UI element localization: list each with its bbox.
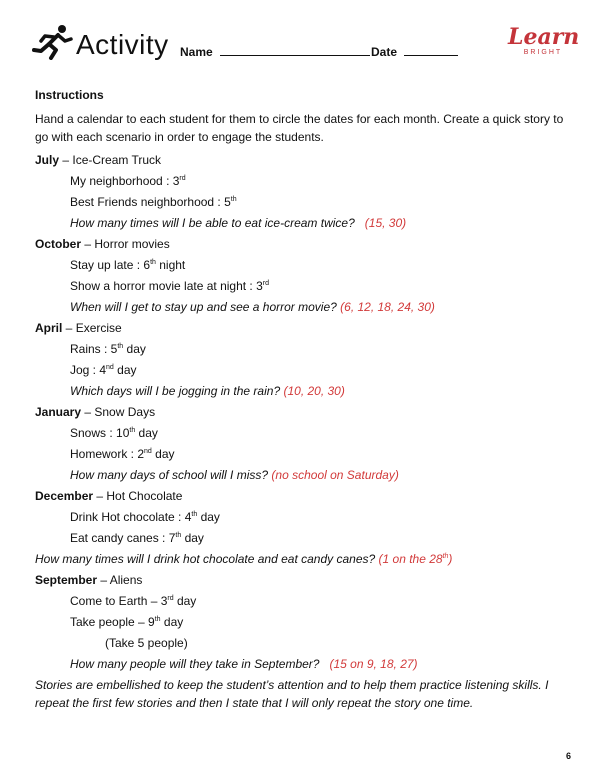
ordinal-suffix: th	[230, 196, 237, 203]
item-tail: night	[155, 258, 186, 272]
ordinal-suffix: rd	[167, 595, 174, 602]
ordinal-suffix: th	[442, 553, 449, 560]
answer-post: )	[448, 552, 453, 566]
answer-text	[379, 552, 453, 566]
section-header-december: December – Hot Chocolate	[35, 489, 183, 503]
question-text: How many times will I drink hot chocolate and eat candy canes?	[35, 552, 376, 566]
scenario-question	[35, 213, 575, 234]
section-header-september: September – Aliens	[35, 573, 143, 587]
month-label: April	[35, 321, 63, 335]
scenario-item	[35, 507, 575, 528]
scenario-item	[35, 276, 575, 297]
item-text: Drink Hot chocolate : 4	[70, 510, 192, 524]
ordinal-suffix: th	[175, 532, 182, 539]
scenario-item	[35, 528, 575, 549]
month-label: January	[35, 405, 82, 419]
answer-pre: (1 on the 28	[378, 552, 443, 566]
scenario-item	[35, 360, 575, 381]
topic-label: Horror movies	[94, 237, 170, 251]
date-label: Date	[371, 45, 398, 59]
item-text: Eat candy canes : 7	[70, 531, 176, 545]
item-text: Snows : 10	[70, 426, 130, 440]
question-text: How many people will they take in September?	[70, 657, 320, 671]
scenario-question	[35, 549, 575, 570]
scenario-question	[35, 465, 575, 486]
ordinal-suffix: th	[129, 427, 136, 434]
scenario-note: (Take 5 people)	[105, 636, 188, 650]
month-label: October	[35, 237, 82, 251]
closing-paragraph: Stories are embellished to keep the student’s attention and to help them practice listening skills. I repeat the first few stories and then I state that I will only repeat the story one time.	[35, 678, 549, 710]
topic-label: Hot Chocolate	[106, 489, 183, 503]
date-field	[371, 45, 458, 59]
instructions-heading: Instructions	[35, 88, 104, 102]
item-text: Come to Earth – 3	[70, 594, 168, 608]
scenario-item	[35, 423, 575, 444]
learn-bright-logo	[508, 26, 578, 66]
item-tail: day	[173, 594, 197, 608]
item-text: My neighborhood : 3	[70, 174, 180, 188]
section-header-july: July – Ice-Cream Truck	[35, 153, 162, 167]
month-label: September	[35, 573, 98, 587]
instructions-text: Hand a calendar to each student for them to circle the dates for each month. Create a quick story to go with each scenario in order to engage the students.	[35, 112, 564, 144]
item-text: Homework : 2	[70, 447, 145, 461]
item-tail: day	[160, 615, 184, 629]
question-text: How many times will I be able to eat ice-cream twice?	[70, 216, 355, 230]
answer-text: (15, 30)	[364, 216, 407, 230]
item-tail: day	[113, 363, 137, 377]
scenario-item	[35, 255, 575, 276]
item-tail: day	[123, 342, 146, 356]
item-text: Jog : 4	[70, 363, 107, 377]
section-header-april: April – Exercise	[35, 321, 122, 335]
ordinal-suffix: rd	[179, 175, 186, 182]
name-blank-line[interactable]	[220, 45, 370, 56]
item-text: Rains : 5	[70, 342, 118, 356]
section-header-october: October – Horror movies	[35, 237, 170, 251]
month-label: December	[35, 489, 94, 503]
item-text: Best Friends neighborhood : 5	[70, 195, 231, 209]
scenario-item	[35, 339, 575, 360]
scenario-item	[35, 192, 575, 213]
item-tail: day	[197, 510, 220, 524]
item-tail: day	[181, 531, 204, 545]
item-text: Stay up late : 6	[70, 258, 151, 272]
ordinal-suffix: th	[191, 511, 198, 518]
answer-text: (6, 12, 18, 24, 30)	[340, 300, 435, 314]
answer-text: (10, 20, 30)	[283, 384, 345, 398]
date-blank-line[interactable]	[404, 45, 458, 56]
question-text: How many days of school will I miss?	[70, 468, 269, 482]
question-text: Which days will I be jogging in the rain?	[70, 384, 281, 398]
name-field	[180, 45, 370, 59]
scenario-question	[35, 381, 575, 402]
scenario-item	[35, 591, 575, 612]
page-number: 6	[566, 751, 572, 761]
section-header-january: January – Snow Days	[35, 405, 156, 419]
item-tail: day	[151, 447, 175, 461]
topic-label: Exercise	[75, 321, 122, 335]
answer-text: (15 on 9, 18, 27)	[329, 657, 418, 671]
running-person-icon	[32, 24, 74, 60]
topic-label: Aliens	[109, 573, 143, 587]
scenario-question	[35, 297, 575, 318]
item-text: Take people – 9	[70, 615, 155, 629]
scenario-item	[35, 612, 575, 633]
topic-label: Snow Days	[94, 405, 156, 419]
item-text: Show a horror movie late at night : 3	[70, 279, 263, 293]
ordinal-suffix: th	[117, 343, 124, 350]
ordinal-suffix: th	[150, 259, 156, 266]
answer-text: (no school on Saturday)	[271, 468, 399, 482]
topic-label: Ice-Cream Truck	[72, 153, 162, 167]
logo-wordmark: Learn	[508, 24, 580, 50]
scenario-list	[35, 150, 575, 675]
logo-subtext: BRIGHT	[523, 49, 563, 56]
scenario-item	[35, 444, 575, 465]
ordinal-suffix: nd	[144, 448, 152, 455]
question-text: When will I get to stay up and see a horror movie?	[70, 300, 337, 314]
ordinal-suffix: nd	[106, 364, 114, 371]
scenario-question	[35, 654, 575, 675]
month-label: July	[35, 153, 60, 167]
ordinal-suffix: th	[154, 616, 161, 623]
page-title: Activity	[76, 29, 169, 60]
item-tail: day	[135, 426, 158, 440]
name-label: Name	[180, 45, 213, 59]
scenario-item	[35, 171, 575, 192]
ordinal-suffix: rd	[262, 280, 270, 287]
